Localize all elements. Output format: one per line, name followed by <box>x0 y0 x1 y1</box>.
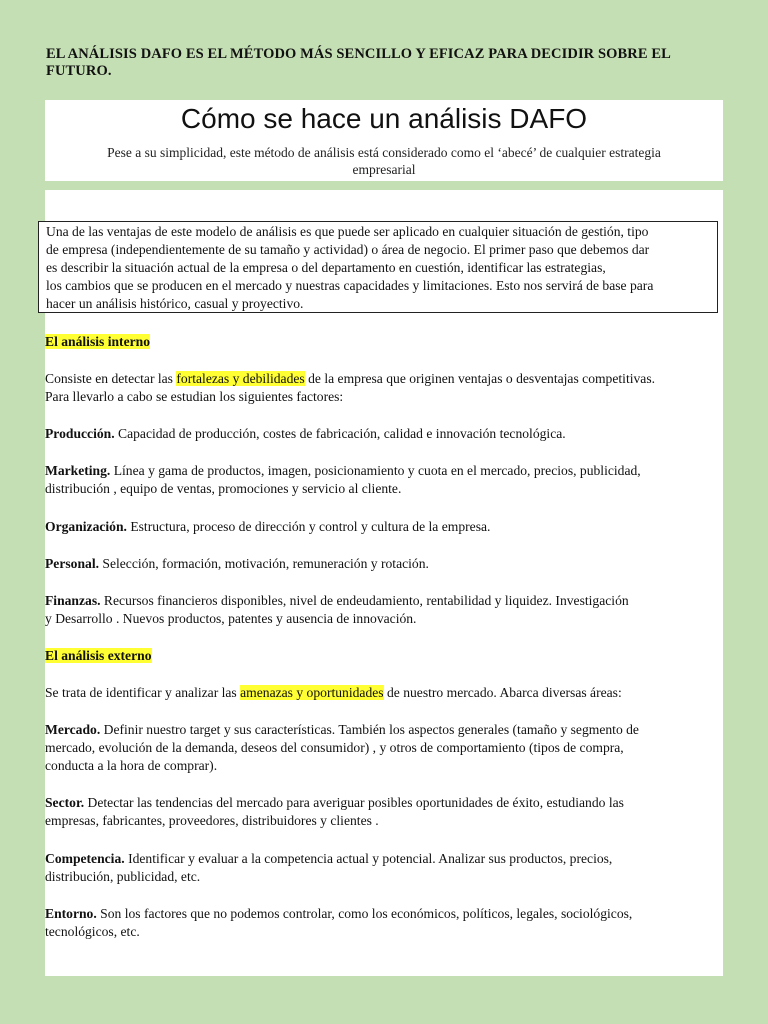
intro-line: es describir la situación actual de la empresa o del departamento en cuestión, identificar las estrategias, <box>46 260 606 275</box>
external-heading: El análisis externo <box>45 648 152 663</box>
factor-term: Sector. <box>45 795 85 810</box>
title-box <box>45 100 723 181</box>
internal-desc-line-2: Para llevarlo a cabo se estudian los siguientes factores: <box>45 389 344 404</box>
factor-text: empresas, fabricantes, proveedores, distribuidores y clientes . <box>45 813 379 828</box>
factor-term: Organización. <box>45 519 127 534</box>
page-subtitle: Pese a su simplicidad, este método de análisis está considerado como el ‘abecé’ de cualquier estrategia empresarial <box>107 145 661 177</box>
factor-term: Competencia. <box>45 851 125 866</box>
factor-text: tecnológicos, etc. <box>45 924 140 939</box>
factor-term: Mercado. <box>45 722 101 737</box>
factor-term: Finanzas. <box>45 593 101 608</box>
document-heading <box>46 46 726 80</box>
factor-term: Entorno. <box>45 906 97 921</box>
intro-line: hacer un análisis histórico, casual y proyectivo. <box>46 296 304 311</box>
factor-text: Recursos financieros disponibles, nivel de endeudamiento, rentabilidad y liquidez. Investigación <box>100 593 629 608</box>
intro-line: los cambios que se producen en el mercado y nuestras capacidades y limitaciones. Esto nos servirá de base para <box>46 278 654 293</box>
internal-desc-line-1 <box>45 370 725 388</box>
factor-text: conducta a la hora de comprar). <box>45 758 218 773</box>
factor-term: Marketing. <box>45 463 111 478</box>
desc-text: de nuestro mercado. Abarca diversas áreas: <box>383 685 622 700</box>
factor-organizacion <box>45 518 725 536</box>
factor-competencia <box>45 850 725 886</box>
factor-marketing <box>45 462 725 498</box>
factor-personal <box>45 555 725 573</box>
factor-text: distribución, publicidad, etc. <box>45 869 201 884</box>
factor-term: Personal. <box>45 556 99 571</box>
factor-text: Selección, formación, motivación, remuneración y rotación. <box>99 556 429 571</box>
factor-text: Son los factores que no podemos controlar, como los económicos, políticos, legales, sociológicos, <box>96 906 633 921</box>
heading-line-2: FUTURO. <box>46 63 112 79</box>
factor-text: y Desarrollo . Nuevos productos, patentes y ausencia de innovación. <box>45 611 417 626</box>
factor-entorno <box>45 905 725 941</box>
intro-line: de empresa (independientemente de su tamaño y actividad) o área de negocio. El primer paso que debemos dar <box>46 242 650 257</box>
factor-sector <box>45 794 725 830</box>
factor-text: Estructura, proceso de dirección y control y cultura de la empresa. <box>126 519 491 534</box>
factor-text: Línea y gama de productos, imagen, posicionamiento y cuota en el mercado, precios, publicidad, <box>110 463 641 478</box>
highlight-strengths-weaknesses: fortalezas y debilidades <box>176 371 305 386</box>
factor-text: Detectar las tendencias del mercado para averiguar posibles oportunidades de éxito, estudiando las <box>84 795 624 810</box>
intro-line: Una de las ventajas de este modelo de análisis es que puede ser aplicado en cualquier situación de gestión, tipo <box>46 224 649 239</box>
internal-description <box>45 370 725 406</box>
external-description <box>45 684 725 702</box>
factor-mercado <box>45 721 725 775</box>
desc-text: Consiste en detectar las <box>45 371 177 386</box>
external-heading-block <box>45 647 725 665</box>
desc-text: Se trata de identificar y analizar las <box>45 685 241 700</box>
page-title: Cómo se hace un análisis DAFO <box>180 103 588 134</box>
factor-text: mercado, evolución de la demanda, deseos del consumidor) , y otros de comportamiento (tipos de compra, <box>45 740 624 755</box>
factor-text: distribución , equipo de ventas, promociones y servicio al cliente. <box>45 481 402 496</box>
heading-line-1: EL ANÁLISIS DAFO ES EL MÉTODO MÁS SENCILLO Y EFICAZ PARA DECIDIR SOBRE EL <box>46 46 671 62</box>
internal-heading-block <box>45 333 725 351</box>
factor-text: Capacidad de producción, costes de fabricación, calidad e innovación tecnológica. <box>114 426 566 441</box>
internal-heading: El análisis interno <box>45 334 150 349</box>
factor-finanzas <box>45 592 725 628</box>
factor-produccion <box>45 425 725 443</box>
highlight-threats-opportunities: amenazas y oportunidades <box>240 685 384 700</box>
factor-text: Definir nuestro target y sus características. También los aspectos generales (tamaño y segmento de <box>100 722 639 737</box>
intro-box <box>38 221 718 313</box>
factor-text: Identificar y evaluar a la competencia actual y potencial. Analizar sus productos, precios, <box>124 851 613 866</box>
factor-term: Producción. <box>45 426 115 441</box>
desc-text: de la empresa que originen ventajas o desventajas competitivas. <box>304 371 656 386</box>
